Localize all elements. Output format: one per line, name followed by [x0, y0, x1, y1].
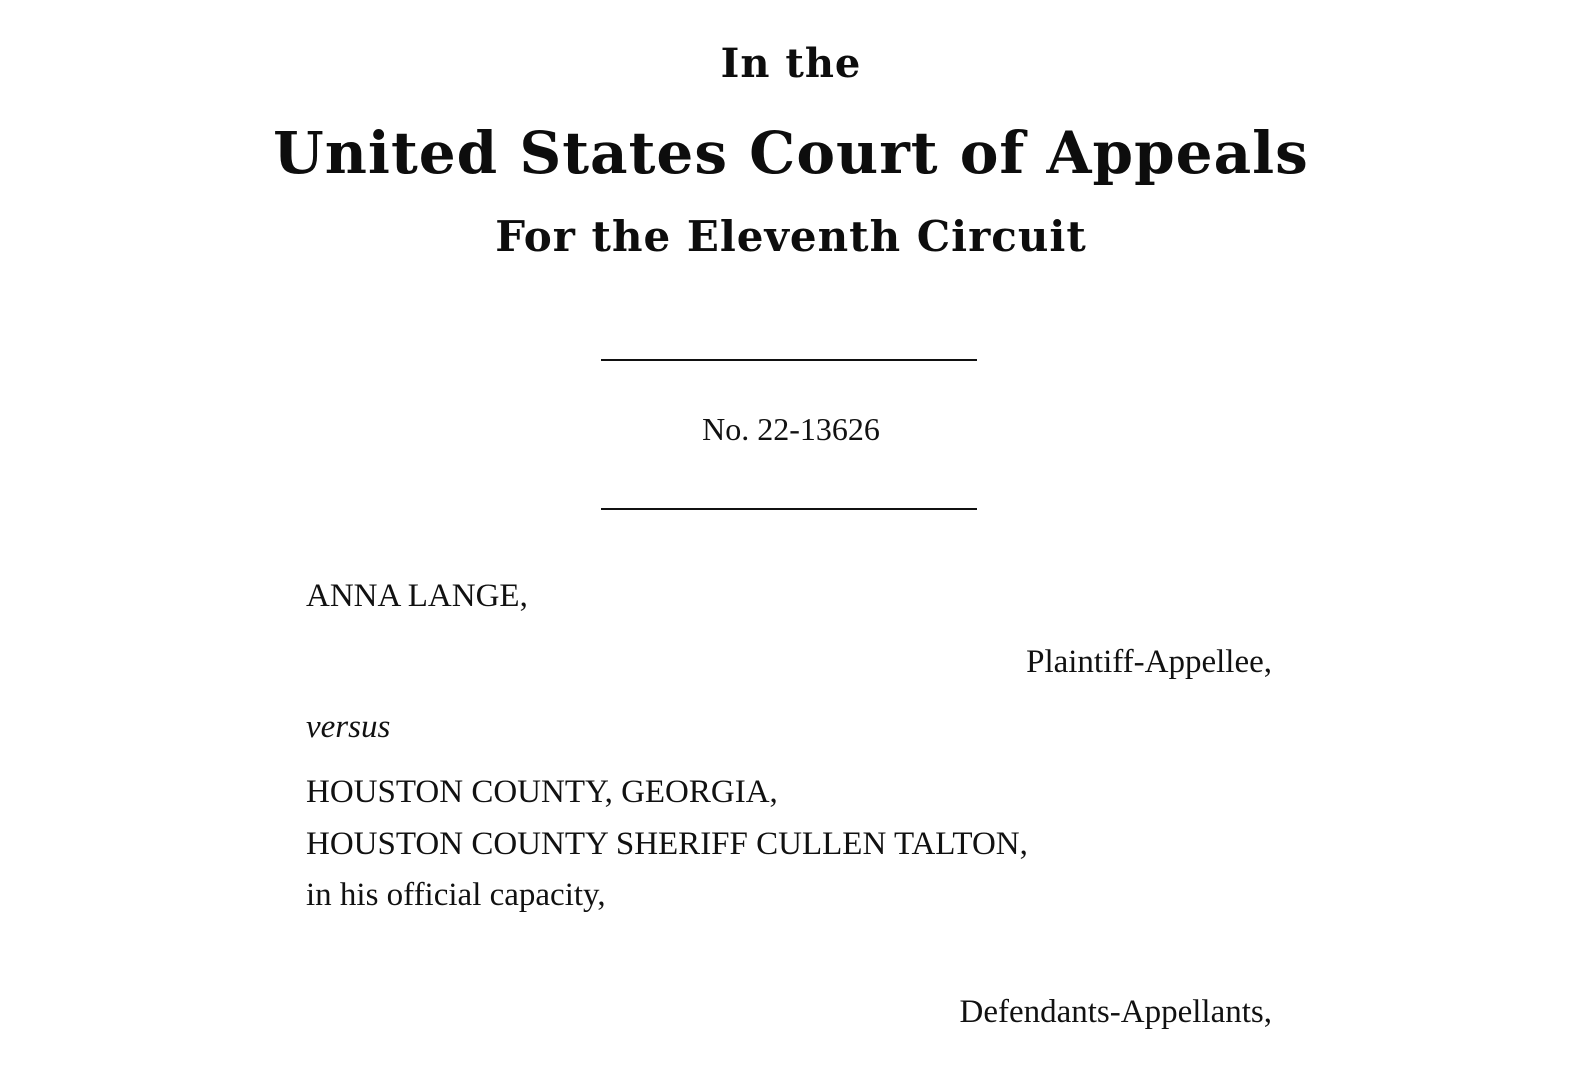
court-header-in-the: In the [720, 40, 862, 87]
defendant-line: in his official capacity, [306, 877, 606, 913]
court-header-title: United States Court of Appeals [273, 119, 1309, 187]
defendant-line: HOUSTON COUNTY, GEORGIA, [306, 774, 778, 810]
docket-number: No. 22-13626 [702, 411, 880, 447]
divider-top [601, 359, 977, 361]
plaintiff-name: ANNA LANGE, [306, 578, 528, 614]
plaintiff-role: Plaintiff-Appellee, [1026, 644, 1272, 680]
versus-label: versus [306, 709, 391, 745]
defendant-line: HOUSTON COUNTY SHERIFF CULLEN TALTON, [306, 826, 1028, 862]
divider-bottom [601, 508, 977, 510]
court-header-circuit: For the Eleventh Circuit [495, 212, 1087, 261]
defendants-role: Defendants-Appellants, [959, 994, 1272, 1030]
